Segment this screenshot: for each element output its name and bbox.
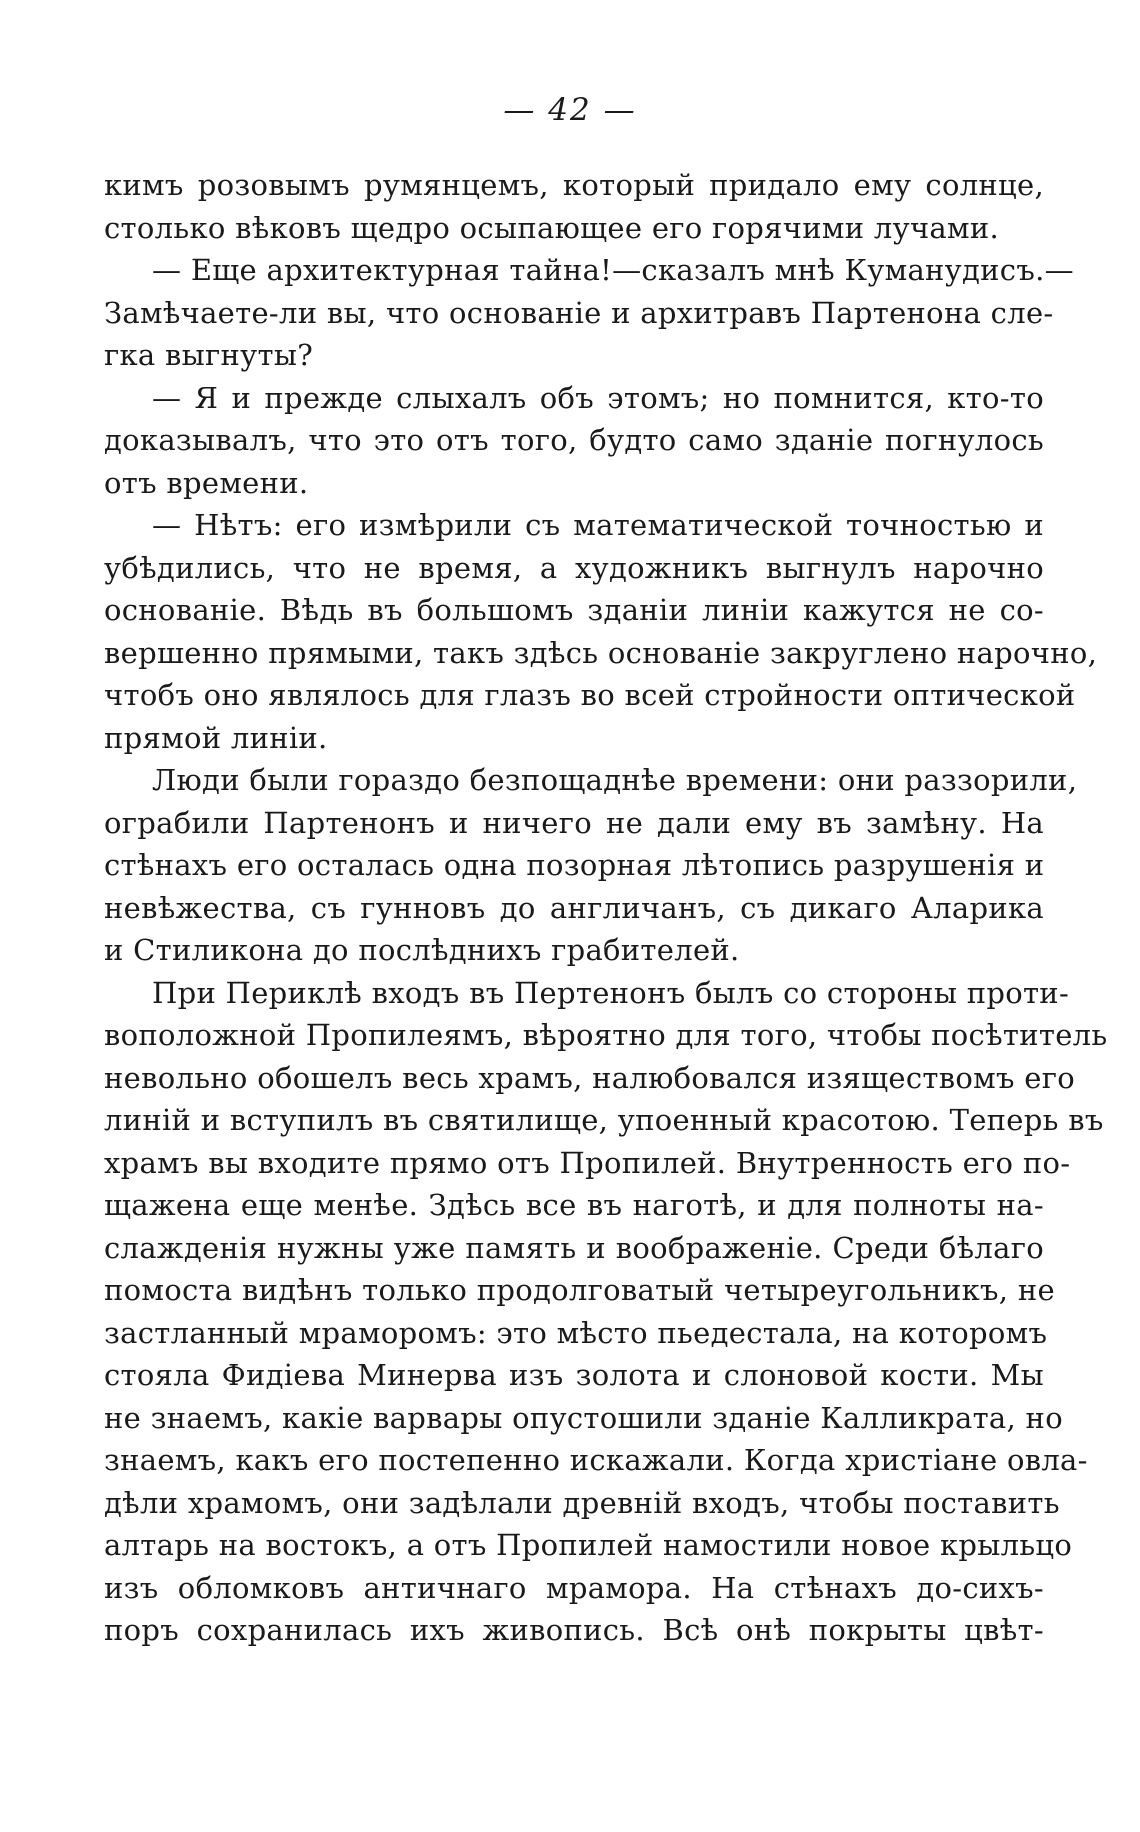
- text-line: стояла Фидіева Минерва изъ золота и слоновой кости. Мы: [104, 1358, 1044, 1392]
- text-line: знаемъ, какъ его постепенно искажали. Когда христіане овла-: [104, 1443, 1088, 1477]
- text-line: линій и вступилъ въ святилище, упоенный красотою. Теперь въ: [104, 1103, 1104, 1137]
- text-line: и Стиликона до послѣднихъ грабителей.: [104, 933, 740, 967]
- text-line: стѣнахъ его осталась одна позорная лѣтопись разрушенія и: [104, 848, 1045, 882]
- text-line: столько вѣковъ щедро осыпающее его горячими лучами.: [104, 210, 1000, 245]
- page-number: — 42 —: [503, 92, 637, 128]
- text-line: — Еще архитектурная тайна!—сказалъ мнѣ Куманудисъ.—: [152, 253, 1074, 287]
- text-line: убѣдились, что не время, а художникъ выгнулъ нарочно: [104, 550, 1044, 585]
- text-line: невѣжества, съ гунновъ до англичанъ, съ дикаго Аларика: [104, 890, 1044, 925]
- text-line: основаніе. Вѣдь въ большомъ зданіи линіи кажутся не со-: [104, 593, 1044, 627]
- text-line: Люди были гораздо безпощаднѣе времени: они раззорили,: [152, 763, 1078, 797]
- text-line: храмъ вы входите прямо отъ Пропилей. Внутренность его по-: [104, 1145, 1071, 1180]
- page-body-text: [104, 164, 1108, 1652]
- text-line: вершенно прямыми, такъ здѣсь основаніе закруглено нарочно,: [104, 635, 1098, 670]
- text-line: помоста видѣнъ только продолговатый четыреугольникъ, не: [104, 1273, 1055, 1307]
- text-line: — Нѣтъ: его измѣрили съ математической точностью и: [152, 508, 1044, 542]
- text-line: гка выгнуты?: [104, 338, 314, 372]
- text-line: доказывалъ, что это отъ того, будто само зданіе погнулось: [104, 423, 1044, 457]
- text-line: ограбили Партенонъ и ничего не дали ему въ замѣну. На: [104, 805, 1044, 840]
- text-line: слажденія нужны уже память и воображеніе. Среди бѣлаго: [104, 1230, 1044, 1265]
- text-line: алтарь на востокъ, а отъ Пропилей намостили новое крыльцо: [104, 1528, 1073, 1562]
- text-line: воположной Пропилеямъ, вѣроятно для того, чтобы посѣтитель: [104, 1018, 1108, 1052]
- text-line: застланный мраморомъ: это мѣсто пьедестала, на которомъ: [104, 1315, 1048, 1350]
- text-line: — Я и прежде слыхалъ объ этомъ; но помнится, кто-то: [152, 380, 1044, 415]
- text-line: кимъ розовымъ румянцемъ, который придало ему солнце,: [104, 168, 1044, 202]
- text-line: дѣли храмомъ, они задѣлали древній входъ, чтобы поставить: [104, 1485, 1060, 1520]
- text-line: отъ времени.: [104, 465, 309, 500]
- text-line: поръ сохранилась ихъ живопись. Всѣ онѣ покрыты цвѣт-: [104, 1613, 1044, 1647]
- text-line: не знаемъ, какіе варвары опустошили зданіе Калликрата, но: [104, 1400, 1063, 1435]
- text-line: невольно обошелъ весь храмъ, налюбовался изяществомъ его: [104, 1060, 1075, 1095]
- text-line: прямой линіи.: [104, 720, 328, 755]
- text-line: щажена еще менѣе. Здѣсь все въ наготѣ, и для полноты на-: [104, 1188, 1044, 1222]
- text-line: чтобъ оно являлось для глазъ во всей стройности оптической: [104, 678, 1076, 712]
- text-line: Замѣчаете-ли вы, что основаніе и архитравъ Партенона сле-: [104, 295, 1054, 330]
- text-line: При Периклѣ входъ въ Пертенонъ былъ со стороны проти-: [152, 975, 1070, 1010]
- text-line: изъ обломковъ античнаго мрамора. На стѣнахъ до-сихъ-: [104, 1570, 1044, 1605]
